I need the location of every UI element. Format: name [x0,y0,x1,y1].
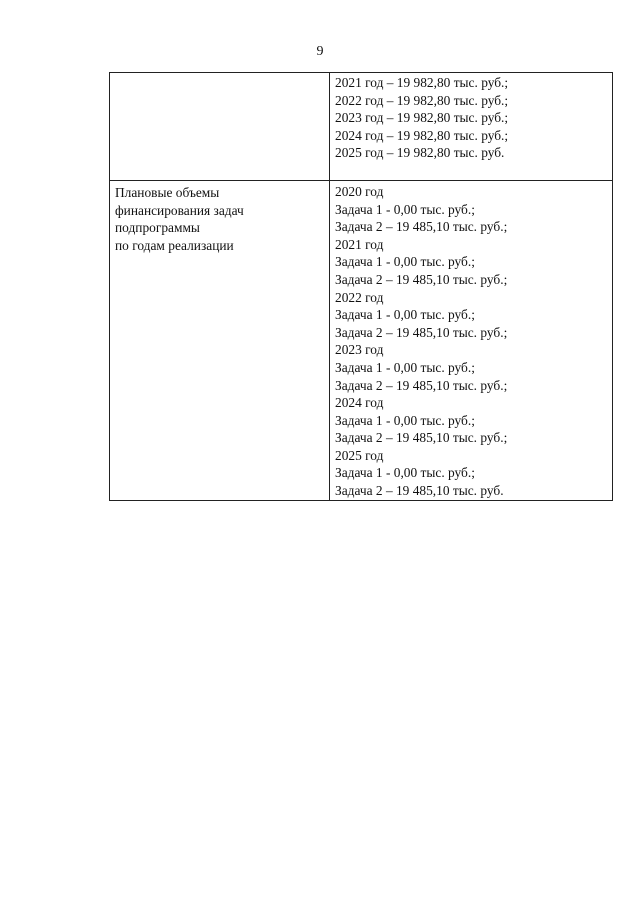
text-line: Плановые объемы [115,184,220,200]
text-line: 2022 год – 19 982,80 тыс. руб.; [335,92,509,108]
text-line: Задача 1 - 0,00 тыс. руб.; [335,359,475,375]
cell-lines [330,73,612,180]
text-line: 2024 год [335,395,384,411]
text-line: Задача 1 - 0,00 тыс. руб.; [335,201,475,217]
table-row [110,73,613,181]
text-line: 2021 год – 19 982,80 тыс. руб.; [335,75,509,90]
text-line: 2024 год – 19 982,80 тыс. руб.; [335,127,509,143]
cell-lines [110,73,329,76]
text-line: Задача 2 – 19 485,10 тыс. руб.; [335,324,508,340]
cell-lines [110,181,329,254]
text-line: Задача 1 - 0,00 тыс. руб.; [335,465,475,481]
text-line: 2022 год [335,289,384,305]
text-line: 2020 год [335,183,384,199]
table-cell-label [110,180,330,500]
text-line: Задача 2 – 19 485,10 тыс. руб.; [335,377,508,393]
table-cell-label [110,73,330,181]
text-line: Задача 1 - 0,00 тыс. руб.; [335,254,475,270]
cell-lines [330,181,612,500]
text-line: 2025 год [335,447,384,463]
text-line: 2023 год – 19 982,80 тыс. руб.; [335,110,509,126]
table-cell-values [330,180,613,500]
text-line: подпрограммы [115,220,200,236]
table-cell-values [330,73,613,181]
text-line: 2021 год [335,236,384,252]
text-line: по годам реализации [115,237,234,253]
text-line: Задача 2 – 19 485,10 тыс. руб.; [335,271,508,287]
text-line: 2025 год – 19 982,80 тыс. руб. [335,145,505,161]
page-number: 9 [316,44,324,59]
financing-table [109,72,613,501]
text-line: Задача 2 – 19 485,10 тыс. руб.; [335,219,508,235]
text-line: Задача 1 - 0,00 тыс. руб.; [335,307,475,323]
table-row [110,180,613,500]
text-line: Задача 2 – 19 485,10 тыс. руб.; [335,430,508,446]
text-line: 2023 год [335,342,384,358]
text-line: финансирования задач [115,202,244,218]
text-line: Задача 1 - 0,00 тыс. руб.; [335,412,475,428]
text-line: Задача 2 – 19 485,10 тыс. руб. [335,483,504,499]
